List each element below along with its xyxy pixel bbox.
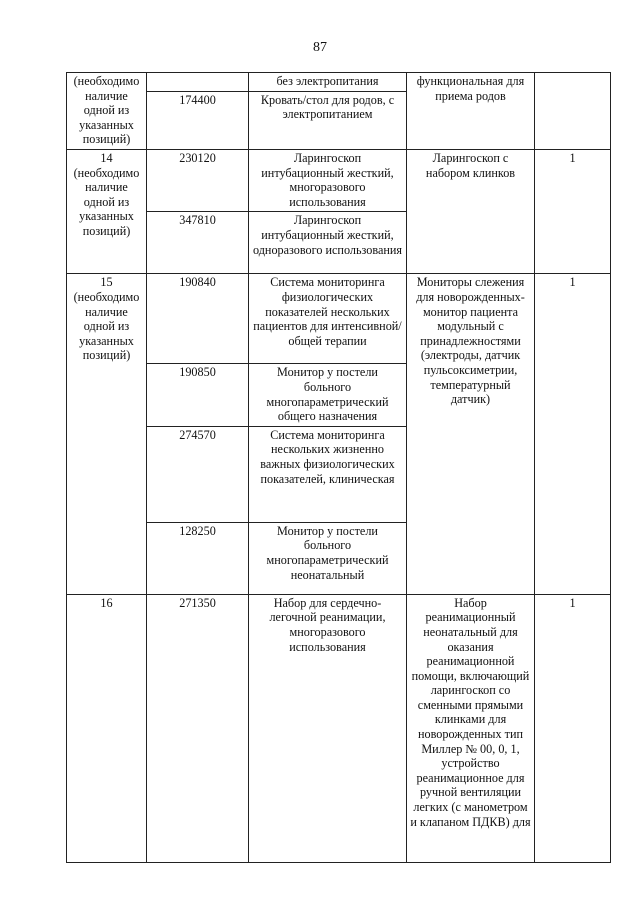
table-row <box>67 149 611 211</box>
page-number: 87 <box>313 40 327 55</box>
name-cell: Монитор у постели больного многопараметрический общего назначения <box>249 364 407 426</box>
quantity-cell <box>535 73 611 150</box>
item-number-cell: 16 <box>67 594 147 862</box>
name-cell: Кровать/стол для родов, с электропитанием <box>249 91 407 149</box>
code-cell: 347810 <box>147 212 249 274</box>
requirement-text: приема родов <box>435 88 506 103</box>
name-cell: Система мониторинга нескольких жизненно важных физиологических показателей, клиническая <box>249 426 407 522</box>
code-cell: 174400 <box>147 91 249 149</box>
requirement-text: функциональная для <box>416 74 525 88</box>
quantity-cell: 1 <box>535 149 611 273</box>
equipment-table <box>66 72 611 863</box>
requirement-cell: Ларингоскоп с набором клинков <box>407 149 535 273</box>
item-number-text: (необходимо <box>73 74 140 88</box>
table-row <box>67 274 611 364</box>
item-number-cell <box>67 73 147 150</box>
code-cell: 271350 <box>147 594 249 862</box>
item-number-cell: 14 (необходимо наличие одной из указанных позиций) <box>67 149 147 273</box>
name-cell: Система мониторинга физиологических показателей нескольких пациентов для интенсивной/общей терапии <box>249 274 407 364</box>
requirement-cell: Набор реанимационный неонатальный для оказания реанимационной помощи, включающий ларингоскоп со сменными прямыми клинками для новорожденных тип Миллер № 00, 0, 1, устройство реанимационное для ручной вентиляции легких (с манометром и клапаном ПДКВ) для <box>407 594 535 862</box>
table-row <box>67 594 611 862</box>
item-number-text: наличие одной из указанных позиций) <box>79 88 134 147</box>
quantity-cell: 1 <box>535 594 611 862</box>
code-cell: 230120 <box>147 149 249 211</box>
requirement-cell <box>407 73 535 150</box>
table-row <box>67 73 611 92</box>
item-number-cell: 15 (необходимо наличие одной из указанных позиций) <box>67 274 147 594</box>
code-cell: 128250 <box>147 522 249 594</box>
name-cell: Набор для сердечно-легочной реанимации, многоразового использования <box>249 594 407 862</box>
code-cell: 190840 <box>147 274 249 364</box>
code-cell: 274570 <box>147 426 249 522</box>
requirement-cell: Мониторы слежения для новорожденных-монитор пациента модульный с принадлежностями (электроды, датчик пульсоксиметрии, температурный датчик) <box>407 274 535 594</box>
name-cell: Ларингоскоп интубационный жесткий, одноразового использования <box>249 212 407 274</box>
code-cell <box>147 73 249 92</box>
name-cell: Монитор у постели больного многопараметрический неонатальный <box>249 522 407 594</box>
name-cell: без электропитания <box>249 73 407 92</box>
name-cell: Ларингоскоп интубационный жесткий, многоразового использования <box>249 149 407 211</box>
quantity-cell: 1 <box>535 274 611 594</box>
code-cell: 190850 <box>147 364 249 426</box>
